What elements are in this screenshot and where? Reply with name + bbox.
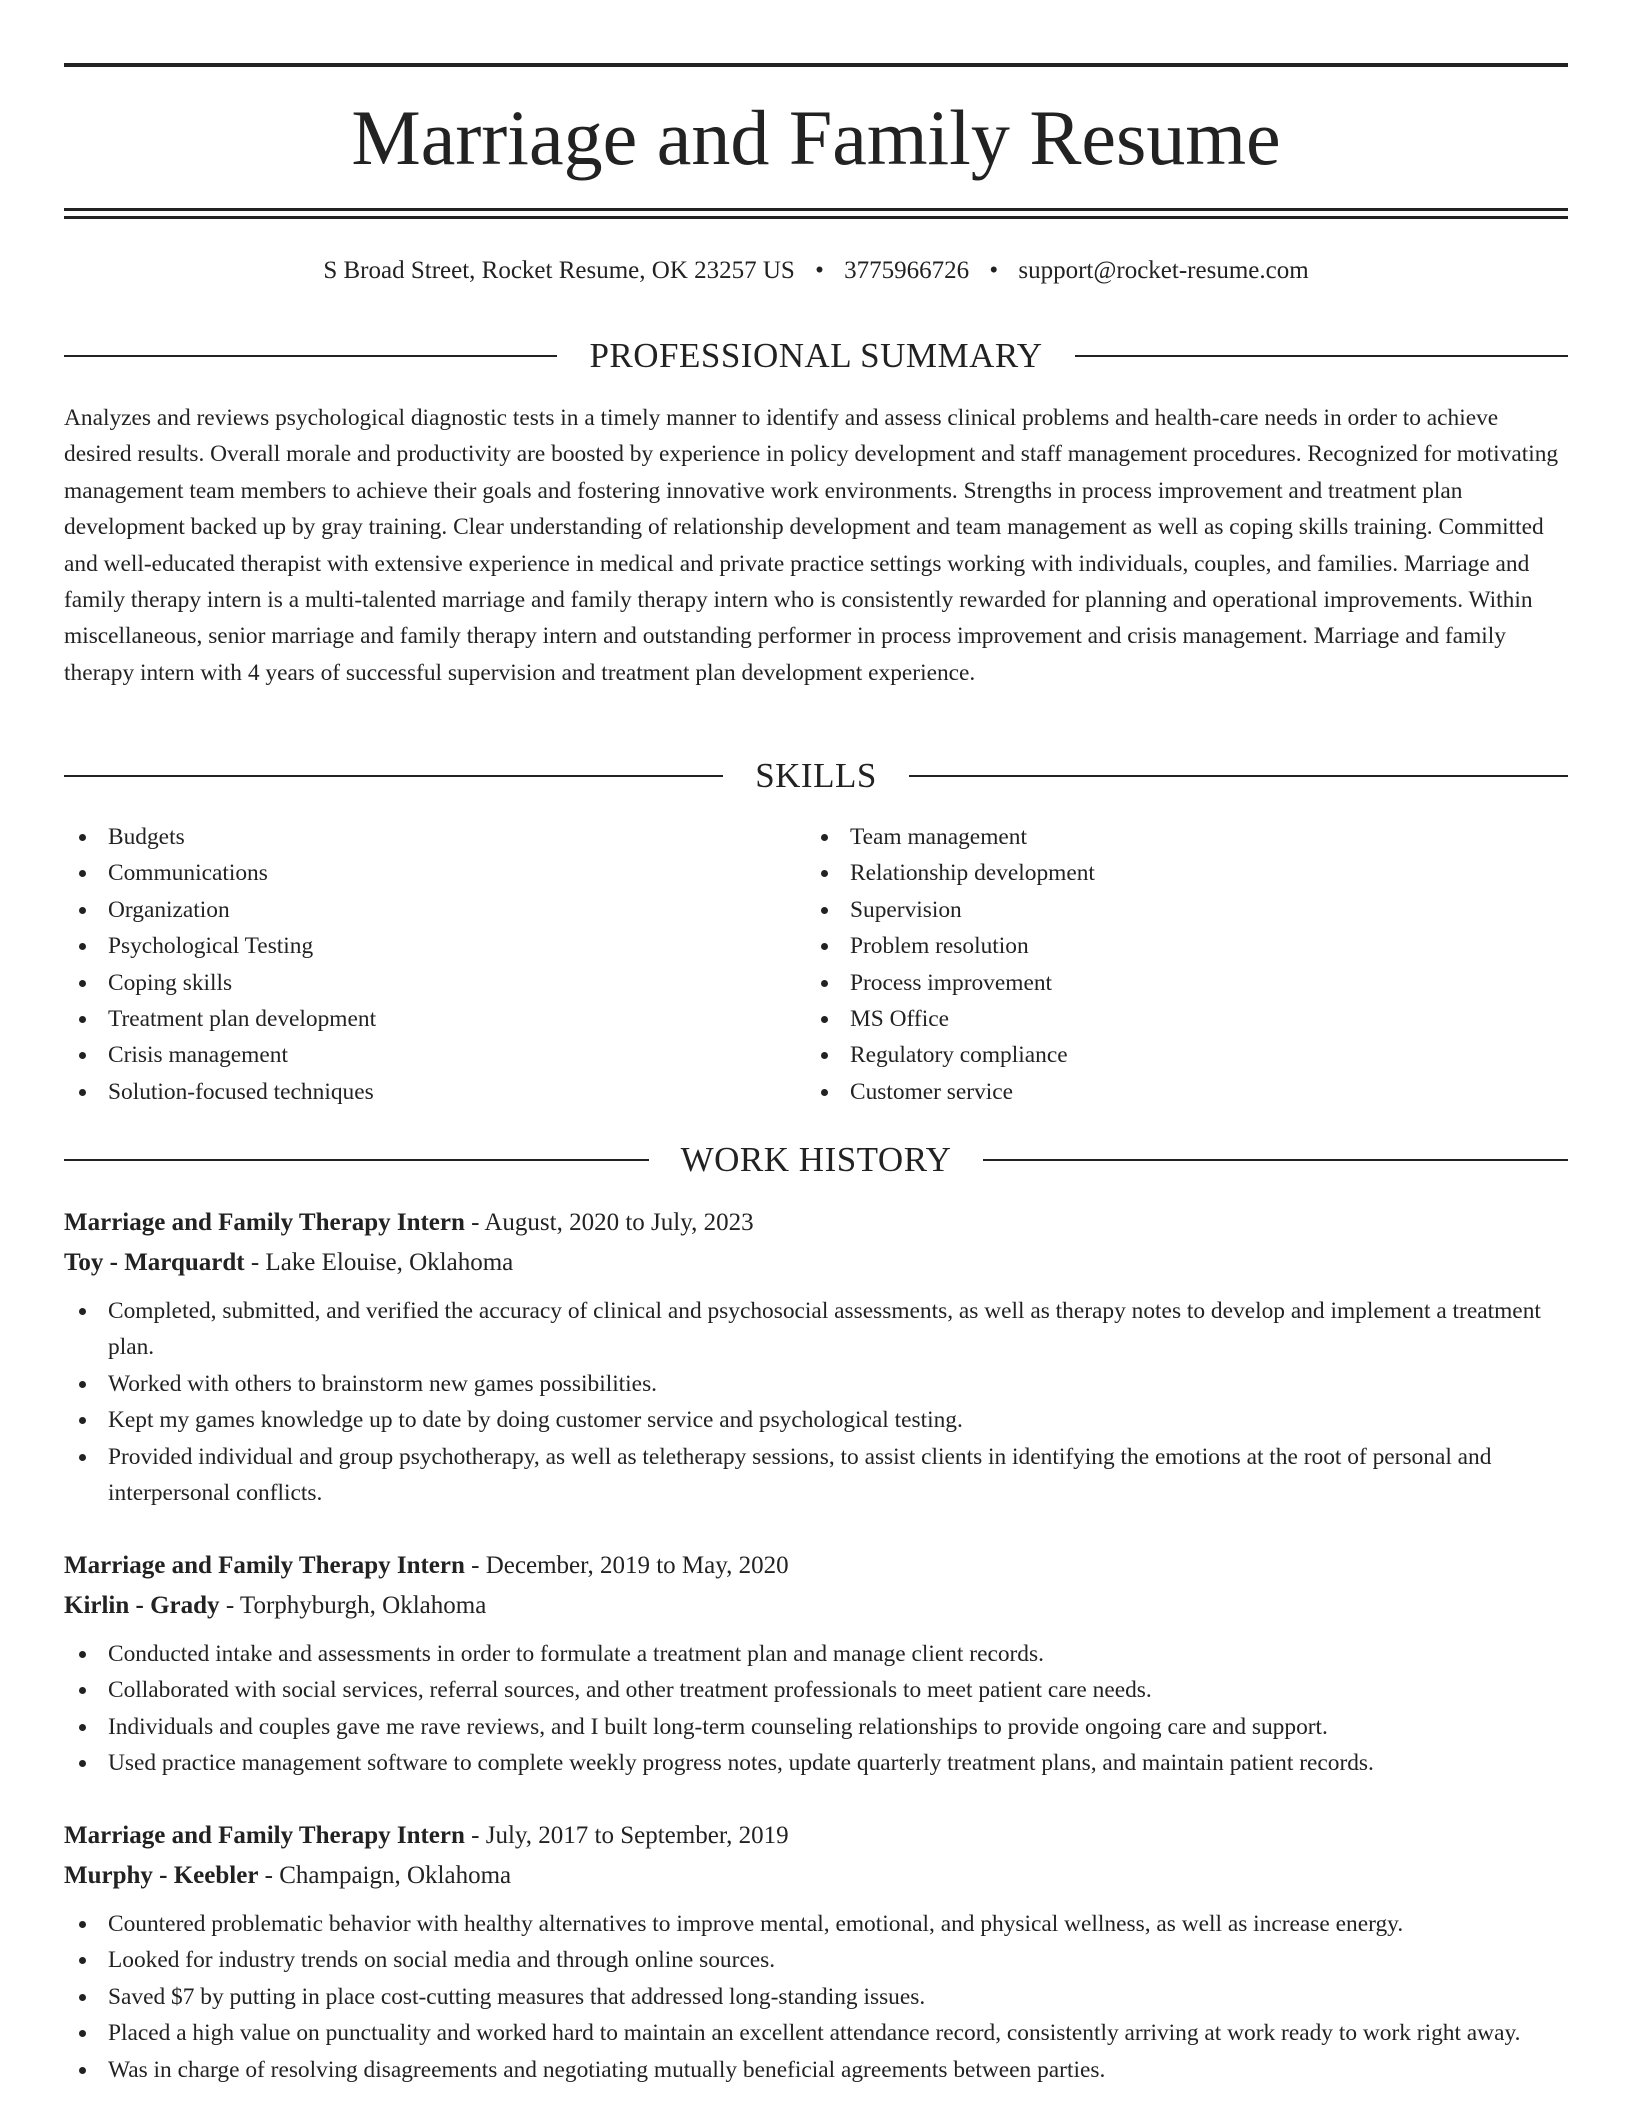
skill-item: Relationship development <box>806 855 1548 891</box>
title-double-rule <box>64 208 1568 220</box>
heading-rule <box>983 1159 1568 1161</box>
skill-item: Team management <box>806 819 1548 855</box>
job-dates: - July, 2017 to September, 2019 <box>464 1822 789 1849</box>
contact-address: S Broad Street, Rocket Resume, OK 23257 US <box>323 257 795 284</box>
job-role: Marriage and Family Therapy Intern <box>64 1822 465 1849</box>
section-heading-label: PROFESSIONAL SUMMARY <box>589 336 1043 375</box>
job-company: Toy - Marquardt <box>64 1249 245 1276</box>
job-bullet: Completed, submitted, and verified the accuracy of clinical and psychosocial assessments, as well as therapy notes to develop and implement a treatment plan. <box>64 1293 1568 1366</box>
heading-rule <box>64 1159 649 1161</box>
skill-item: Crisis management <box>64 1037 806 1073</box>
skill-item: Customer service <box>806 1074 1548 1110</box>
skill-item: Communications <box>64 855 806 891</box>
skill-item: Solution-focused techniques <box>64 1074 806 1110</box>
job-bullets <box>64 1293 1568 1511</box>
job-company-line <box>64 1586 1568 1626</box>
contact-line <box>64 254 1568 288</box>
skill-item: Problem resolution <box>806 928 1548 964</box>
job-company-line <box>64 1243 1568 1283</box>
job-bullet: Looked for industry trends on social media and through online sources. <box>64 1942 1568 1978</box>
section-heading-skills <box>64 754 1568 798</box>
heading-rule <box>909 775 1568 777</box>
job-bullet: Conducted intake and assessments in order to formulate a treatment plan and manage client records. <box>64 1636 1568 1672</box>
work-entry <box>64 1203 1568 1511</box>
job-company: Kirlin - Grady <box>64 1592 220 1619</box>
job-title-line <box>64 1546 1568 1586</box>
job-title-line <box>64 1203 1568 1243</box>
job-bullet: Kept my games knowledge up to date by doing customer service and psychological testing. <box>64 1402 1568 1438</box>
job-bullets <box>64 1636 1568 1782</box>
contact-separator: • <box>989 257 999 284</box>
job-bullet: Provided individual and group psychotherapy, as well as teletherapy sessions, to assist clients in identifying the emotions at the root of personal and interpersonal conflicts. <box>64 1439 1568 1512</box>
skill-item: Coping skills <box>64 965 806 1001</box>
skills-list <box>64 819 1568 1110</box>
skill-item: MS Office <box>806 1001 1548 1037</box>
job-bullet: Collaborated with social services, referral sources, and other treatment professionals to meet patient care needs. <box>64 1672 1568 1708</box>
job-bullet: Saved $7 by putting in place cost-cutting measures that addressed long-standing issues. <box>64 1979 1568 2015</box>
contact-separator: • <box>815 257 824 284</box>
heading-rule <box>64 355 557 357</box>
section-heading-work-history <box>64 1138 1568 1182</box>
skill-item: Budgets <box>64 819 806 855</box>
job-bullet: Placed a high value on punctuality and worked hard to maintain an excellent attendance record, consistently arriving at work ready to work right away. <box>64 2015 1568 2051</box>
skill-item: Process improvement <box>806 965 1548 1001</box>
job-location: - Lake Elouise, Oklahoma <box>244 1249 514 1276</box>
job-company: Murphy - Keebler <box>64 1862 259 1889</box>
skill-item: Organization <box>64 892 806 928</box>
section-heading-label: SKILLS <box>755 756 877 795</box>
skill-item: Regulatory compliance <box>806 1037 1548 1073</box>
top-rule <box>64 63 1568 67</box>
work-entry <box>64 1816 1568 2088</box>
job-bullet: Was in charge of resolving disagreements and negotiating mutually beneficial agreements between parties. <box>64 2052 1568 2088</box>
section-heading-summary <box>64 334 1568 378</box>
contact-phone: 3775966726 <box>844 257 970 284</box>
job-bullet: Individuals and couples gave me rave reviews, and I built long-term counseling relationships to provide ongoing care and support. <box>64 1709 1568 1745</box>
skill-item: Psychological Testing <box>64 928 806 964</box>
job-title-line <box>64 1816 1568 1856</box>
heading-rule <box>1075 355 1568 357</box>
job-dates: - December, 2019 to May, 2020 <box>464 1552 789 1579</box>
work-entry <box>64 1546 1568 1782</box>
summary-text: Analyzes and reviews psychological diagnostic tests in a timely manner to identify and assess clinical problems and health-care needs in order to achieve desired results. Overall morale and productivity are boosted by experience in policy development and staff management procedures. Recognized for motivating management team members to achieve their goals and fostering innovative work environments. Strengths in process improvement and treatment plan development backed up by gray training. Clear understanding of relationship development and team management as well as coping skills training. Committed and well-educated therapist with extensive experience in medical and private practice settings working with individuals, couples, and families. Marriage and family therapy intern is a multi-talented marriage and family therapy intern who is consistently rewarded for planning and operational improvements. Within miscellaneous, senior marriage and family therapy intern and outstanding performer in process improvement and crisis management. Marriage and family therapy intern with 4 years of successful supervision and treatment plan development experience. <box>64 405 1559 686</box>
job-bullets <box>64 1906 1568 2088</box>
skill-item: Supervision <box>806 892 1548 928</box>
job-bullet: Worked with others to brainstorm new games possibilities. <box>64 1366 1568 1402</box>
section-heading-label: WORK HISTORY <box>680 1140 952 1179</box>
heading-rule <box>64 775 723 777</box>
skills-column-left <box>64 819 806 1110</box>
resume-title: Marriage and Family Resume <box>351 94 1281 181</box>
job-location: - Torphyburgh, Oklahoma <box>219 1592 487 1619</box>
job-dates: - August, 2020 to July, 2023 <box>464 1209 754 1236</box>
job-bullet: Used practice management software to complete weekly progress notes, update quarterly treatment plans, and maintain patient records. <box>64 1745 1568 1781</box>
skill-item: Treatment plan development <box>64 1001 806 1037</box>
job-company-line <box>64 1856 1568 1896</box>
job-location: - Champaign, Oklahoma <box>258 1862 512 1889</box>
job-role: Marriage and Family Therapy Intern <box>64 1552 465 1579</box>
job-bullet: Countered problematic behavior with healthy alternatives to improve mental, emotional, and physical wellness, as well as increase energy. <box>64 1906 1568 1942</box>
skills-column-right <box>806 819 1548 1110</box>
job-role: Marriage and Family Therapy Intern <box>64 1209 465 1236</box>
contact-email: support@rocket-resume.com <box>1018 257 1309 284</box>
